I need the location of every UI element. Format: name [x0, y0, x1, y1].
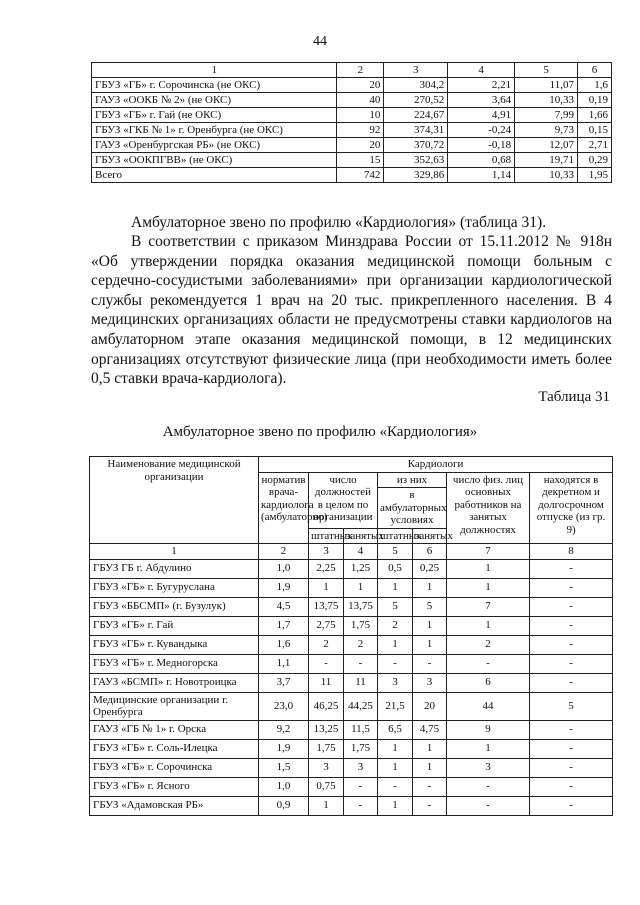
- table-row: [90, 758, 613, 777]
- value-cell: 1: [413, 578, 447, 597]
- value-cell: 1,6: [577, 78, 611, 93]
- value-cell: 742: [337, 168, 384, 183]
- value-cell: 1,75: [344, 616, 378, 635]
- column-number-cell: 8: [530, 544, 613, 560]
- value-cell: 1,75: [344, 739, 378, 758]
- value-cell: 5: [413, 597, 447, 616]
- org-name-cell: ГБУЗ ГБ г. Абдулино: [90, 559, 259, 578]
- value-cell: 13,75: [344, 597, 378, 616]
- value-cell: 5: [515, 63, 578, 78]
- value-cell: 13,75: [309, 597, 344, 616]
- value-cell: 1: [309, 578, 344, 597]
- org-name-cell: ГБУЗ «ГБ» г. Медногорска: [90, 654, 259, 673]
- value-cell: 1,9: [259, 578, 309, 597]
- value-cell: 40: [337, 93, 384, 108]
- value-cell: 3: [413, 673, 447, 692]
- org-name-cell: ГБУЗ «ГБ» г. Гай: [90, 616, 259, 635]
- column-number-cell: 1: [90, 544, 259, 560]
- value-cell: 15: [337, 153, 384, 168]
- value-cell: 1,6: [259, 635, 309, 654]
- value-cell: 2: [337, 63, 384, 78]
- value-cell: 1,7: [259, 616, 309, 635]
- value-cell: 0,68: [448, 153, 515, 168]
- value-cell: 9,73: [515, 123, 578, 138]
- value-cell: 44,25: [344, 692, 378, 720]
- org-name-cell: 1: [92, 63, 337, 78]
- value-cell: 3: [378, 673, 413, 692]
- org-name-cell: ГБУЗ «ГКБ № 1» г. Оренбурга (не ОКС): [92, 123, 337, 138]
- value-cell: 1,0: [259, 777, 309, 796]
- value-cell: 1: [378, 796, 413, 815]
- header-ambulatory: в амбулаторных условиях: [378, 488, 447, 529]
- value-cell: -: [378, 654, 413, 673]
- top-table-row: [92, 108, 612, 123]
- table-row: [90, 692, 613, 720]
- value-cell: -: [344, 777, 378, 796]
- value-cell: 3: [447, 758, 530, 777]
- value-cell: 1,66: [577, 108, 611, 123]
- value-cell: 1: [413, 758, 447, 777]
- value-cell: -: [530, 559, 613, 578]
- value-cell: -: [344, 796, 378, 815]
- header-physical-persons: число физ. лиц основных работников на занятых должностях: [447, 472, 530, 544]
- value-cell: -: [413, 654, 447, 673]
- value-cell: 21,5: [378, 692, 413, 720]
- org-name-cell: ГАУЗ «ГБ № 1» г. Орска: [90, 720, 259, 739]
- value-cell: 4,91: [448, 108, 515, 123]
- value-cell: 11,5: [344, 720, 378, 739]
- value-cell: 11: [309, 673, 344, 692]
- value-cell: 0,25: [413, 559, 447, 578]
- value-cell: 1: [447, 616, 530, 635]
- org-name-cell: ГАУЗ «ООКБ № 2» (не ОКС): [92, 93, 337, 108]
- table-label: Таблица 31: [538, 389, 610, 405]
- value-cell: -0,24: [448, 123, 515, 138]
- value-cell: 6: [577, 63, 611, 78]
- value-cell: 1: [447, 559, 530, 578]
- value-cell: -0,18: [448, 138, 515, 153]
- value-cell: 9: [447, 720, 530, 739]
- value-cell: 12,07: [515, 138, 578, 153]
- value-cell: 6,5: [378, 720, 413, 739]
- value-cell: -: [530, 654, 613, 673]
- value-cell: 2,71: [577, 138, 611, 153]
- org-name-cell: ГАУЗ «БСМП» г. Новотроицка: [90, 673, 259, 692]
- org-name-cell: ГБУЗ «Адамовская РБ»: [90, 796, 259, 815]
- value-cell: 5: [378, 597, 413, 616]
- value-cell: -: [447, 796, 530, 815]
- table-row: [90, 739, 613, 758]
- table-title: Амбулаторное звено по профилю «Кардиология»: [162, 424, 478, 440]
- column-number-cell: 3: [309, 544, 344, 560]
- value-cell: 7,99: [515, 108, 578, 123]
- value-cell: 370,72: [384, 138, 448, 153]
- value-cell: 46,25: [309, 692, 344, 720]
- header-org: Наименование медицинской организации: [90, 457, 259, 544]
- value-cell: 1: [309, 796, 344, 815]
- value-cell: 0,29: [577, 153, 611, 168]
- value-cell: 1: [413, 616, 447, 635]
- value-cell: 1,5: [259, 758, 309, 777]
- column-number-cell: 2: [259, 544, 309, 560]
- table-row: [90, 654, 613, 673]
- value-cell: -: [530, 578, 613, 597]
- top-table: [91, 62, 612, 183]
- value-cell: 1,75: [309, 739, 344, 758]
- value-cell: 1,1: [259, 654, 309, 673]
- value-cell: 2: [309, 635, 344, 654]
- value-cell: 1: [413, 635, 447, 654]
- value-cell: 10,33: [515, 93, 578, 108]
- value-cell: 2,21: [448, 78, 515, 93]
- value-cell: 0,15: [577, 123, 611, 138]
- value-cell: 329,86: [384, 168, 448, 183]
- value-cell: 10: [337, 108, 384, 123]
- value-cell: 11,07: [515, 78, 578, 93]
- table-row: [90, 559, 613, 578]
- value-cell: 3: [309, 758, 344, 777]
- value-cell: -: [447, 777, 530, 796]
- value-cell: -: [530, 777, 613, 796]
- column-number-cell: 7: [447, 544, 530, 560]
- header-on-leave: находятся в декретном и долгосрочном отпуске (из гр. 9): [530, 472, 613, 544]
- value-cell: 13,25: [309, 720, 344, 739]
- value-cell: 1: [378, 758, 413, 777]
- value-cell: 4: [448, 63, 515, 78]
- value-cell: 1: [344, 578, 378, 597]
- value-cell: -: [530, 635, 613, 654]
- org-name-cell: ГБУЗ «ГБ» г. Сорочинска (не ОКС): [92, 78, 337, 93]
- paragraph-body: В соответствии с приказом Минздрава России от 15.11.2012 № 918н «Об утверждении порядка оказания медицинской помощи больным с сердечно-сосудистыми заболеваниями» при организации кардиологической службы рекомендуется 1 врач на 20 тыс. прикрепленного населения. В 4 медицинских организациях области не предусмотрены ставки кардиологов на амбулаторном этапе оказания медицинской помощи, в 12 медицинских организациях отсутствуют физические лица (при необходимости иметь более 0,5 ставки врача-кардиолога).: [91, 233, 612, 388]
- value-cell: -: [309, 654, 344, 673]
- value-cell: 1: [447, 578, 530, 597]
- value-cell: 2,25: [309, 559, 344, 578]
- header-occupied-ambulatory: занятых: [413, 528, 447, 544]
- top-table-row: [92, 168, 612, 183]
- value-cell: 0,5: [378, 559, 413, 578]
- org-name-cell: Всего: [92, 168, 337, 183]
- org-name-cell: ГБУЗ «ГБ» г. Бугуруслана: [90, 578, 259, 597]
- page-number: 44: [313, 34, 327, 49]
- header-norm: норматив врача-кардиолога (амбулаторно): [259, 472, 309, 544]
- org-name-cell: ГБУЗ «ООКПГВВ» (не ОКС): [92, 153, 337, 168]
- value-cell: 9,2: [259, 720, 309, 739]
- header-staff-ambulatory: штатных: [378, 528, 413, 544]
- org-name-cell: ГБУЗ «ГБ» г. Кувандыка: [90, 635, 259, 654]
- value-cell: 10,33: [515, 168, 578, 183]
- value-cell: 20: [413, 692, 447, 720]
- table-row: [90, 796, 613, 815]
- value-cell: 1,25: [344, 559, 378, 578]
- table-row: [90, 578, 613, 597]
- value-cell: 3: [384, 63, 448, 78]
- value-cell: -: [530, 758, 613, 777]
- value-cell: 1,0: [259, 559, 309, 578]
- org-name-cell: Медицинские организации г. Оренбурга: [90, 692, 259, 720]
- top-table-row: [92, 138, 612, 153]
- value-cell: 3: [344, 758, 378, 777]
- value-cell: 3,64: [448, 93, 515, 108]
- header-occupied: занятых: [344, 528, 378, 544]
- value-cell: -: [378, 777, 413, 796]
- value-cell: 1: [378, 635, 413, 654]
- table-row: [90, 673, 613, 692]
- org-name-cell: ГБУЗ «ГБ» г. Гай (не ОКС): [92, 108, 337, 123]
- header-staff: штатных: [309, 528, 344, 544]
- value-cell: 3,7: [259, 673, 309, 692]
- value-cell: 0,9: [259, 796, 309, 815]
- value-cell: 374,31: [384, 123, 448, 138]
- header-cardiologists: Кардиологи: [259, 457, 613, 473]
- value-cell: 1: [378, 578, 413, 597]
- value-cell: 304,2: [384, 78, 448, 93]
- value-cell: -: [530, 739, 613, 758]
- org-name-cell: ГБУЗ «ГБ» г. Сорочинска: [90, 758, 259, 777]
- value-cell: 2: [378, 616, 413, 635]
- value-cell: 11: [344, 673, 378, 692]
- value-cell: 1: [413, 739, 447, 758]
- value-cell: 0,75: [309, 777, 344, 796]
- value-cell: 23,0: [259, 692, 309, 720]
- value-cell: 2: [344, 635, 378, 654]
- value-cell: 6: [447, 673, 530, 692]
- value-cell: 1,95: [577, 168, 611, 183]
- value-cell: 20: [337, 78, 384, 93]
- value-cell: 1: [378, 739, 413, 758]
- table-row: [90, 616, 613, 635]
- top-table-row: [92, 93, 612, 108]
- value-cell: 92: [337, 123, 384, 138]
- column-numbers-row: [90, 544, 613, 560]
- value-cell: 5: [530, 692, 613, 720]
- value-cell: 4,75: [413, 720, 447, 739]
- value-cell: 2,75: [309, 616, 344, 635]
- value-cell: -: [530, 597, 613, 616]
- value-cell: 352,63: [384, 153, 448, 168]
- top-table-row: [92, 123, 612, 138]
- org-name-cell: ГБУЗ «ББСМП» (г. Бузулук): [90, 597, 259, 616]
- value-cell: 7: [447, 597, 530, 616]
- header-total-positions: число должностей в целом по организации: [309, 472, 378, 528]
- table-row: [90, 720, 613, 739]
- top-table-row: [92, 78, 612, 93]
- value-cell: 2: [447, 635, 530, 654]
- value-cell: 224,67: [384, 108, 448, 123]
- header-of-them: из них: [378, 472, 447, 488]
- top-table-row: [92, 153, 612, 168]
- org-name-cell: ГАУЗ «Оренбургская РБ» (не ОКС): [92, 138, 337, 153]
- value-cell: -: [344, 654, 378, 673]
- org-name-cell: ГБУЗ «ГБ» г. Соль-Илецка: [90, 739, 259, 758]
- column-number-cell: 5: [378, 544, 413, 560]
- value-cell: 4,5: [259, 597, 309, 616]
- value-cell: 1,9: [259, 739, 309, 758]
- value-cell: 1,14: [448, 168, 515, 183]
- table-31: [89, 456, 613, 816]
- org-name-cell: ГБУЗ «ГБ» г. Ясного: [90, 777, 259, 796]
- value-cell: 1: [447, 739, 530, 758]
- paragraph-intro: Амбулаторное звено по профилю «Кардиология» (таблица 31).: [131, 214, 547, 231]
- value-cell: 270,52: [384, 93, 448, 108]
- table-row: [90, 597, 613, 616]
- value-cell: -: [530, 720, 613, 739]
- value-cell: -: [530, 616, 613, 635]
- top-table-header-row: [92, 63, 612, 78]
- value-cell: -: [447, 654, 530, 673]
- value-cell: -: [530, 796, 613, 815]
- value-cell: 19,71: [515, 153, 578, 168]
- value-cell: 44: [447, 692, 530, 720]
- value-cell: 20: [337, 138, 384, 153]
- value-cell: -: [413, 796, 447, 815]
- value-cell: -: [413, 777, 447, 796]
- table-row: [90, 777, 613, 796]
- table-row: [90, 635, 613, 654]
- value-cell: -: [530, 673, 613, 692]
- column-number-cell: 4: [344, 544, 378, 560]
- value-cell: 0,19: [577, 93, 611, 108]
- column-number-cell: 6: [413, 544, 447, 560]
